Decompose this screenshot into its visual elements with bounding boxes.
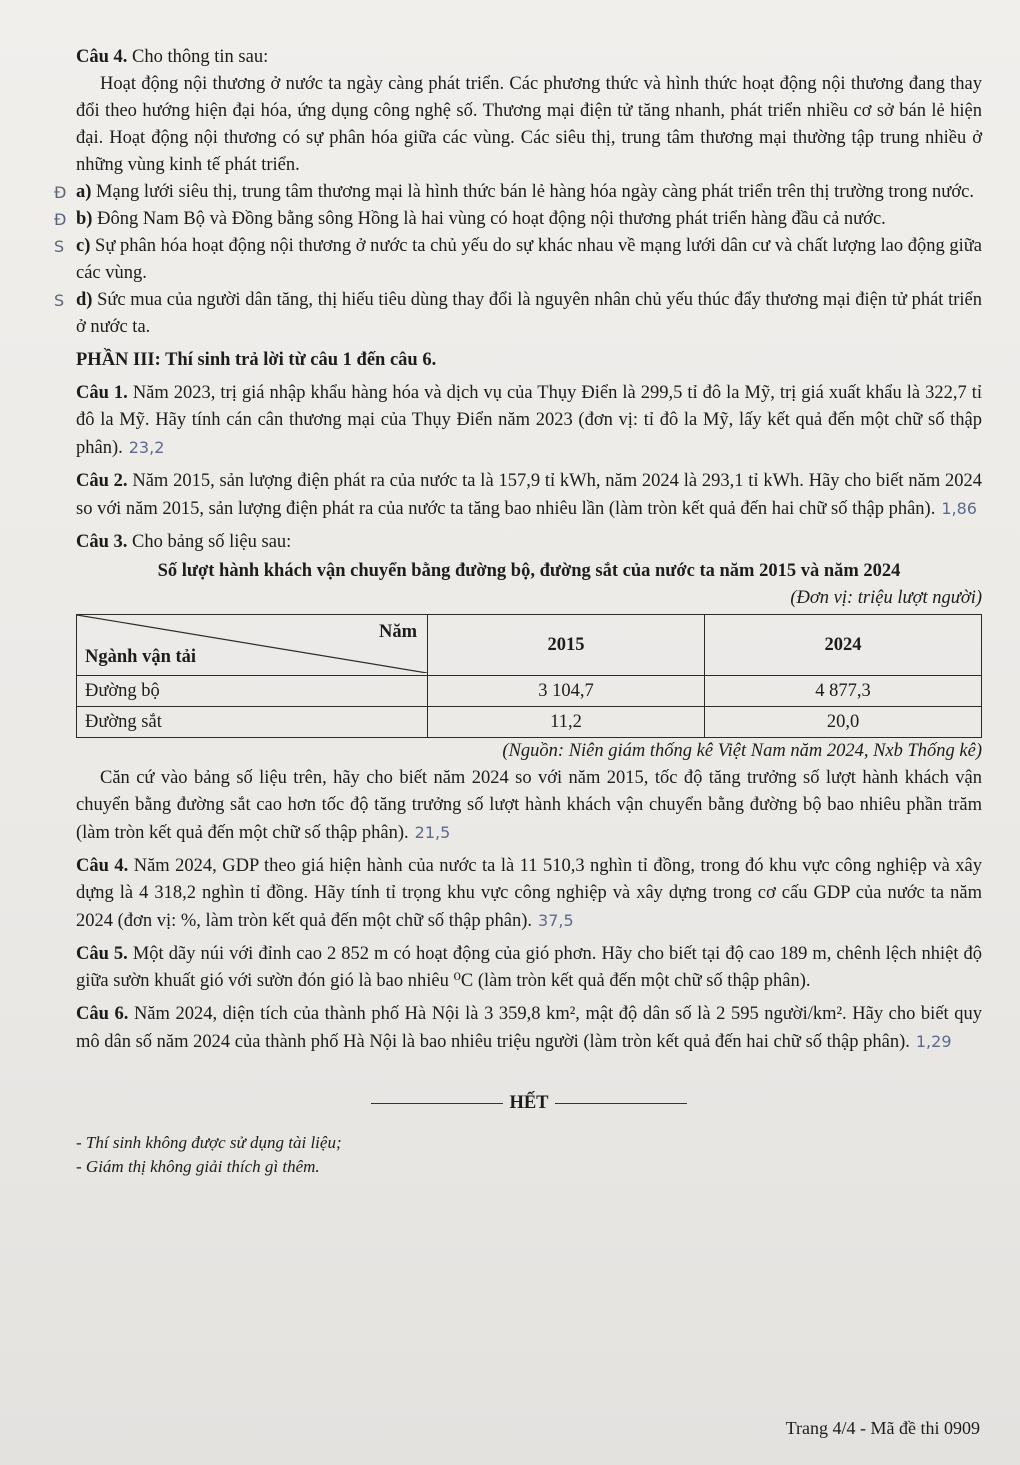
option-label: a): [76, 182, 92, 202]
note-item: - Thí sinh không được sử dụng tài liệu;: [76, 1133, 342, 1152]
divider: [371, 1103, 503, 1104]
cell-2015: 11,2: [428, 707, 705, 738]
question-label: Câu 5.: [76, 944, 128, 964]
end-text: HẾT: [509, 1093, 549, 1113]
question-4-passage: Hoạt động nội thương ở nước ta ngày càng phát triển. Các phương thức và hình thức hoạt động nội thương đang thay đổi theo hướng hiện đại hóa, ứng dụng công nghệ số. Thương mại điện tử tăng nhanh, phát triển nhiều cơ sở bán lẻ hiện đại. Hoạt động nội thương có sự phân hóa giữa các vùng. Các siêu thị, trung tâm thương mại thường tập trung nhiều ở những vùng kinh tế phát triển.: [76, 74, 982, 175]
table-unit: (Đơn vị: triệu lượt người): [790, 588, 982, 608]
part-3-heading: PHẦN III: Thí sinh trả lời từ câu 1 đến câu 6.: [76, 350, 437, 370]
cell-2015: 3 104,7: [428, 676, 705, 707]
option-text: Sức mua của người dân tăng, thị hiếu tiêu dùng thay đổi là nguyên nhân chủ yếu thúc đẩy thương mại điện tử phát triển ở nước ta.: [76, 290, 982, 337]
question-label: Câu 3.: [76, 532, 128, 552]
option-b: [54, 206, 982, 233]
exam-notes: [76, 1131, 982, 1179]
part3-question-3-heading: [76, 529, 982, 556]
option-label: d): [76, 290, 93, 310]
question-text: Năm 2023, trị giá nhập khẩu hàng hóa và dịch vụ của Thụy Điển là 299,5 tỉ đô la Mỹ, trị giá xuất khẩu là 322,7 tỉ đô la Mỹ. Hãy tính cán cân thương mại của Thụy Điển năm 2023 (đơn vị: tỉ đô la Mỹ, lấy kết quả đến một chữ số thập phân).: [76, 383, 982, 458]
part3-question-2: [76, 468, 982, 523]
cell-2024: 4 877,3: [705, 676, 982, 707]
data-table: [76, 614, 982, 738]
option-label: b): [76, 209, 93, 229]
option-label: c): [76, 236, 91, 256]
handwritten-mark: S: [54, 291, 65, 310]
header-year-2015: 2015: [428, 615, 705, 676]
note-item: - Giám thị không giải thích gì thêm.: [76, 1157, 320, 1176]
table-title: Số lượt hành khách vận chuyển bằng đường bộ, đường sắt của nước ta năm 2015 và năm 2024: [157, 561, 901, 581]
table-row: [77, 676, 982, 707]
option-text: Sự phân hóa hoạt động nội thương ở nước ta chủ yếu do sự khác nhau về mạng lưới dân cư và chất lượng lao động giữa các vùng.: [76, 236, 983, 283]
question-text: Năm 2015, sản lượng điện phát ra của nước ta là 157,9 tỉ kWh, năm 2024 là 293,1 tỉ kWh. Hãy cho biết năm 2024 so với năm 2015, sản lượng điện phát ra của nước ta tăng bao nhiêu lần (làm tròn kết quả đến hai chữ số thập phân).: [76, 471, 982, 519]
handwritten-mark: S: [54, 237, 65, 256]
table-header-row: [77, 615, 982, 676]
page-footer: Trang 4/4 - Mã đề thi 0909: [785, 1418, 980, 1438]
part3-question-6: [76, 1001, 982, 1056]
question-text: Năm 2024, diện tích của thành phố Hà Nội là 3 359,8 km², mật độ dân số là 2 595 người/km². Hãy cho biết quy mô dân số năm 2024 của thành phố Hà Nội là bao nhiêu triệu người (làm tròn kết quả đến hai chữ số thập phân).: [76, 1004, 982, 1052]
row-name: Đường bộ: [77, 676, 428, 707]
option-a: [54, 179, 982, 206]
question-label: Câu 2.: [76, 471, 128, 491]
question-4-heading: [76, 44, 982, 71]
part3-question-5: [76, 941, 982, 995]
handwritten-answer: 37,5: [538, 911, 574, 930]
table-source: (Nguồn: Niên giám thống kê Việt Nam năm 2024, Nxb Thống kê): [502, 741, 982, 761]
question-intro: Cho bảng số liệu sau:: [132, 532, 292, 552]
question-label: Câu 6.: [76, 1004, 129, 1024]
row-name: Đường sắt: [77, 707, 428, 738]
corner-year-label: Năm: [378, 622, 417, 642]
question-text: Căn cứ vào bảng số liệu trên, hãy cho biết năm 2024 so với năm 2015, tốc độ tăng trưởng số lượt hành khách vận chuyển bằng đường sắt cao hơn tốc độ tăng trưởng số lượt hành khách vận chuyển bằng đường bộ bao nhiêu phần trăm (làm tròn kết quả đến một chữ số thập phân).: [76, 768, 982, 843]
header-year-2024: 2024: [705, 615, 982, 676]
handwritten-mark: Đ: [54, 183, 67, 202]
divider: [555, 1103, 687, 1104]
handwritten-mark: Đ: [54, 210, 67, 229]
question-text: Một dãy núi với đỉnh cao 2 852 m có hoạt động của gió phơn. Hãy cho biết tại độ cao 189 m, chênh lệch nhiệt độ giữa sườn khuất gió với sườn đón gió là bao nhiêu ⁰C (làm tròn kết quả đến một chữ số thập phân).: [76, 944, 983, 991]
end-marker: [76, 1090, 982, 1117]
page-content: [54, 44, 983, 1179]
question-4-intro: Cho thông tin sau:: [132, 47, 269, 67]
corner-sector-label: Ngành vận tải: [85, 647, 197, 667]
handwritten-answer: 21,5: [414, 823, 451, 842]
option-text: Đông Nam Bộ và Đồng bằng sông Hồng là hai vùng có hoạt động nội thương phát triển hàng đầu cả nước.: [97, 209, 886, 229]
table-corner-cell: [77, 615, 428, 676]
part3-question-4: [76, 853, 982, 935]
option-c: [54, 233, 983, 287]
part3-question-1: [76, 380, 982, 462]
option-d: [54, 287, 982, 341]
question-4-label: Câu 4.: [76, 47, 128, 67]
handwritten-answer: 1,86: [941, 499, 977, 518]
option-text: Mạng lưới siêu thị, trung tâm thương mại là hình thức bán lẻ hàng hóa ngày càng phát triển trên thị trường trong nước.: [96, 182, 974, 202]
question-label: Câu 4.: [76, 856, 129, 876]
cell-2024: 20,0: [705, 707, 982, 738]
handwritten-answer: 1,29: [915, 1032, 952, 1051]
question-text: Năm 2024, GDP theo giá hiện hành của nước ta là 11 510,3 nghìn tỉ đồng, trong đó khu vực công nghiệp và xây dựng là 4 318,2 nghìn tỉ đồng. Hãy tính tỉ trọng khu vực công nghiệp và xây dựng trong cơ cấu GDP của nước ta năm 2024 (đơn vị: %, làm tròn kết quả đến một chữ số thập phân).: [76, 856, 983, 931]
question-label: Câu 1.: [76, 383, 128, 403]
part3-question-3-text: [76, 765, 982, 847]
table-row: [77, 707, 982, 738]
handwritten-answer: 23,2: [128, 438, 165, 457]
